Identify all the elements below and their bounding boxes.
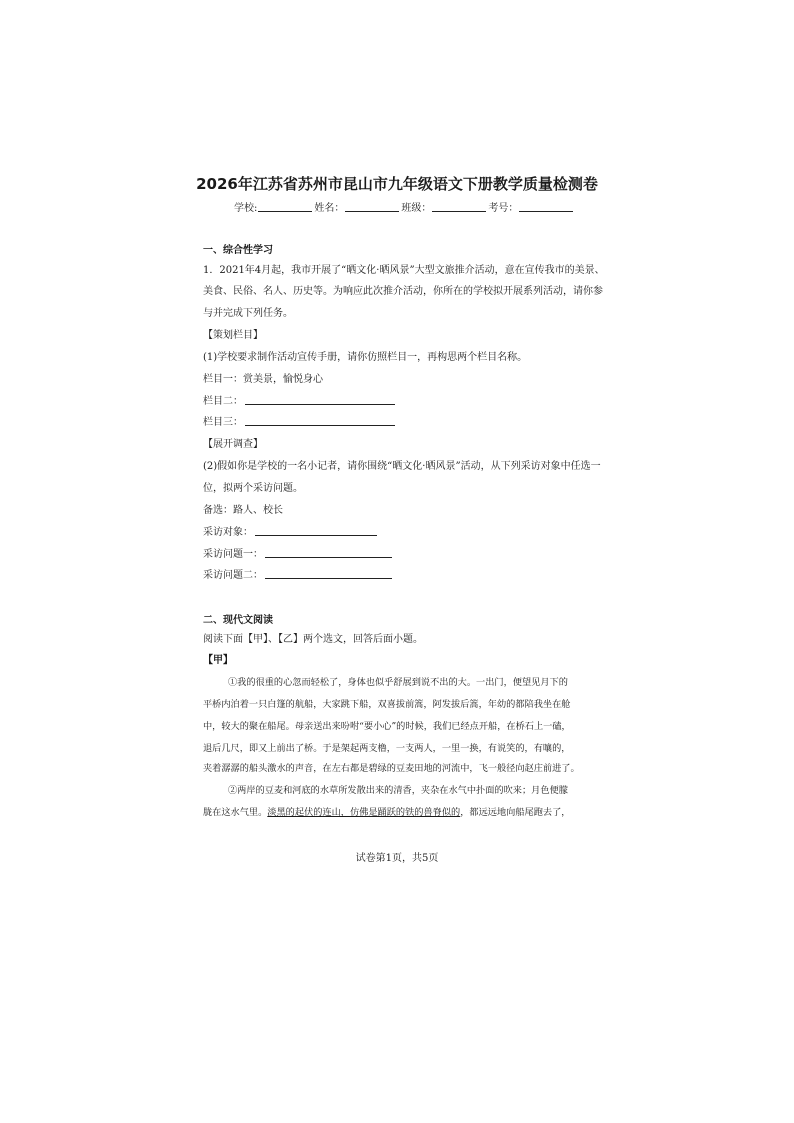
passage-p2-text-b: ，都远远地向船尾跑去了， [460, 807, 571, 818]
q1-line-1: 1．2021年4月起，我市开展了“晒文化·晒风景”大型文旅推介活动，意在宣传我市的美景、 [203, 265, 605, 276]
passage-p2-text-a: 胧在这水气里。 [203, 807, 268, 818]
name-blank[interactable] [345, 201, 399, 212]
class-label: 班级： [401, 203, 432, 214]
interview-question-1 [203, 545, 392, 560]
number-label: 考号： [488, 203, 519, 214]
school-blank[interactable] [258, 201, 312, 212]
passage-p2-line-1: ②两岸的豆麦和河底的水草所发散出来的清香，夹杂在水气中扑面的吹来；月色便朦 [228, 785, 568, 796]
interview-question-1-blank[interactable] [265, 547, 392, 558]
survey-tag: 【展开调查】 [203, 439, 263, 450]
class-blank[interactable] [432, 201, 486, 212]
passage-p1-line-3: 中，较大的聚在船尾。母亲送出来吩咐“要小心”的时候，我们已经点开船，在桥石上一磕， [203, 721, 571, 732]
interview-target [203, 523, 377, 538]
column-three [203, 413, 395, 428]
column-three-label: 栏目三： [203, 417, 243, 428]
interview-target-blank[interactable] [255, 525, 377, 536]
interview-target-label: 采访对象： [203, 527, 253, 538]
passage-jia-tag: 【甲】 [203, 655, 233, 666]
passage-p1-line-4: 退后几尺，即又上前出了桥。于是架起两支橹，一支两人，一里一换，有说笑的，有嚷的， [203, 743, 571, 754]
student-info-line [234, 199, 575, 214]
name-label: 姓名： [314, 203, 345, 214]
number-blank[interactable] [519, 201, 573, 212]
page-title: 2026年江苏省苏州市昆山市九年级语文下册教学质量检测卷 [196, 175, 598, 193]
column-two-blank[interactable] [245, 394, 395, 405]
passage-p1-line-1: ①我的很重的心忽而轻松了，身体也似乎舒展到说不出的大。一出门，便望见月下的 [228, 677, 568, 688]
passage-p2-line-2 [203, 804, 591, 818]
column-two-label: 栏目二： [203, 396, 243, 407]
section2-heading: 二、现代文阅读 [203, 615, 273, 626]
sub-question-2-line-2: 位，拟两个采访问题。 [203, 483, 303, 494]
interview-question-1-label: 采访问题一： [203, 549, 263, 560]
column-three-blank[interactable] [245, 415, 395, 426]
interview-question-2-blank[interactable] [265, 568, 392, 579]
options-line: 备选：路人、校长 [203, 505, 283, 516]
column-two [203, 392, 395, 407]
passage-p1-line-2: 平桥内泊着一只白篷的航船，大家跳下船，双喜拔前篙，阿发拔后篙，年幼的都陪我坐在舱 [203, 699, 571, 710]
interview-question-2 [203, 566, 392, 581]
q1-line-3: 与并完成下列任务。 [203, 308, 293, 319]
reading-instruction: 阅读下面【甲】、【乙】两个选文，回答后面小题。 [203, 634, 423, 645]
column-one: 栏目一：赏美景，愉悦身心 [203, 374, 323, 385]
passage-p2-underlined-sentence: 淡黑的起伏的连山，仿佛是踊跃的铁的兽脊似的 [267, 807, 461, 818]
passage-p1-line-5: 夹着潺潺的船头激水的声音，在左右都是碧绿的豆麦田地的河流中，飞一般径向赵庄前进了。 [203, 763, 580, 774]
sub-question-2-line-1: (2)假如你是学校的一名小记者，请你围绕“晒文化·晒风景”活动，从下列采访对象中任选一 [203, 461, 601, 472]
section1-heading: 一、综合性学习 [203, 245, 273, 256]
plan-tag: 【策划栏目】 [203, 330, 263, 341]
school-label: 学校: [234, 203, 258, 214]
q1-line-2: 美食、民俗、名人、历史等。为响应此次推介活动，你所在的学校拟开展系列活动，请你参 [203, 286, 603, 297]
page-footer: 试卷第1页，共5页 [355, 853, 439, 864]
sub-question-1: (1)学校要求制作活动宣传手册，请你仿照栏目一，再构思两个栏目名称。 [203, 352, 528, 363]
interview-question-2-label: 采访问题二： [203, 570, 263, 581]
